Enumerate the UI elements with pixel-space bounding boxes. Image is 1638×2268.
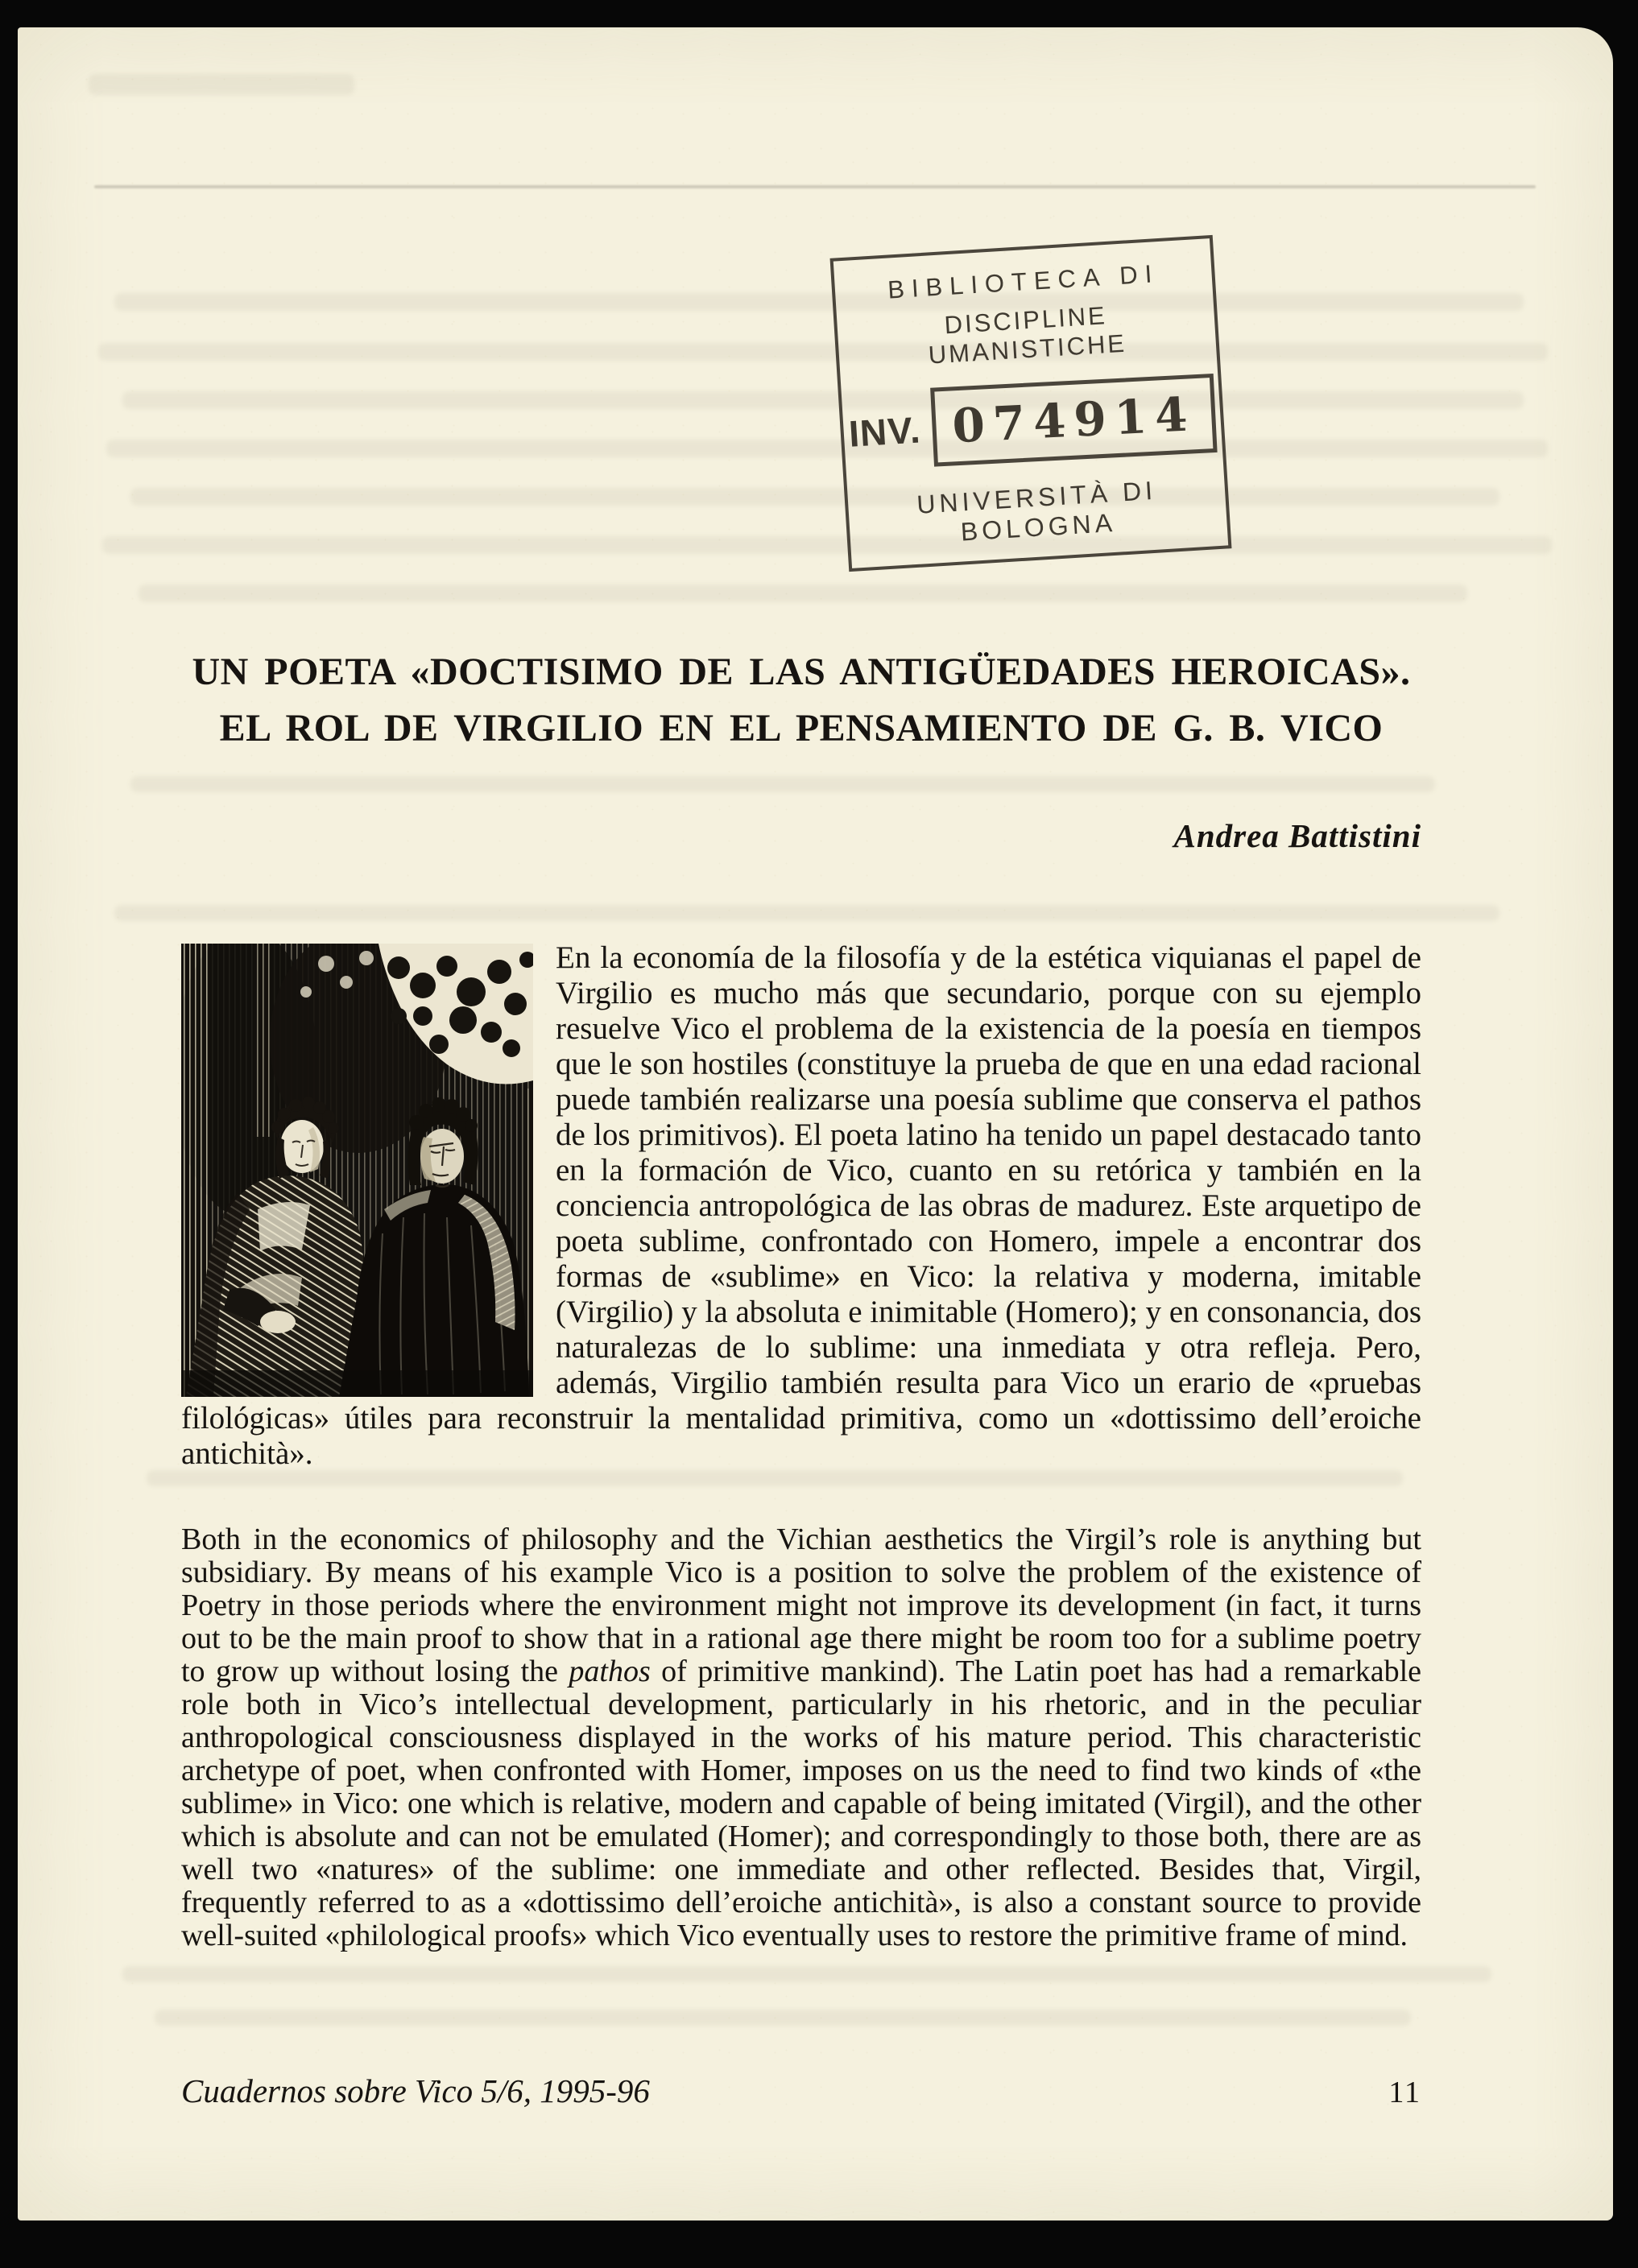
pathos-italic-word: pathos [569,1655,651,1688]
bleed-through-line [102,536,1552,554]
bleed-through-line [106,440,1548,457]
engraving-two-laureate-poets-image [181,944,533,1397]
bleed-through-rule [94,185,1536,188]
article-title [181,644,1421,757]
bleed-through-line [139,585,1467,602]
english-abstract [181,1523,1421,1952]
title-line-1: UN POETA «DOCTISIMO DE LAS ANTIGÜEDADES HEROICAS». [192,651,1411,693]
stamp-inventory-row [848,372,1216,473]
library-stamp [830,235,1232,572]
page-number: 11 [1388,2076,1421,2109]
article-content [181,644,1421,2110]
bleed-through-line [130,488,1499,506]
bleed-through-line [89,74,354,95]
engraving-figure [181,944,533,1397]
stamp-library-name-line1: BIBLIOTECA DI [887,259,1160,304]
title-line-2: EL ROL DE VIRGILIO EN EL PENSAMIENTO DE G. B. VICO [219,707,1384,750]
bleed-through-line [114,293,1524,311]
stamp-university-name: UNIVERSITÀ DI BOLOGNA [916,475,1157,547]
english-abstract-text-2: of primitive mankind). The Latin poet has had a remarkable role both in Vico’s intellectual development, particularly in his rhetoric, and in the peculiar anthropological consciousness displayed in the works of his mature period. This characteristic archetype of poet, when confronted with Homer, imposes on us the need to find two kinds of «the sublime» in Vico: one which is relative, modern and capable of being imitated (Virgil), and the other which is absolute and can not be emulated (Homer); and correspondingly to those both, there are as well two «natures» of the sublime: one immediate and other reflected. Besides that, Virgil, frequently referred to as a «dottissimo dell’eroiche antichità», is also a constant source to provide well-suited «philological proofs» which Vico eventually uses to restore the primitive frame of mind. [181,1655,1421,1952]
stamp-inventory-label: INV. [847,408,922,455]
stamp-inventory-number: 074914 [930,374,1218,467]
author-name: Andrea Battistini [1173,817,1421,854]
paper-page [18,27,1613,2220]
page-footer [181,2072,1421,2110]
journal-citation: Cuadernos sobre Vico 5/6, 1995-96 [181,2072,650,2109]
stamp-library-name-line2: DISCIPLINE UMANISTICHE [927,301,1127,370]
spanish-abstract [181,940,1421,1472]
english-abstract-text-1: Both in the economics of philosophy and the Vichian aesthetics the Virgil’s role is anything but subsidiary. By means of his example Vico is a position to solve the problem of the existence of Poetry in those periods where the environment might not improve its development (in fact, it turns out to be the main proof to show that in a rational age there might be room too for a sublime poetry to grow up without losing the [181,1522,1421,1688]
spanish-abstract-text: En la economía de la filosofía y de la estética viquianas el papel de Virgilio es mucho más que secundario, porque con su ejemplo resuelve Vico el problema de la existencia de la poesía en tiempos que le son hostiles (constituye la prueba de que en una edad racional puede también realizarse una poesía sublime que conserva el pathos de los primitivos). El poeta latino ha tenido un papel destacado tanto en la formación de Vico, cuanto en su retórica y también en la conciencia antropológica de las obras de madurez. Este arquetipo de poeta sublime, confrontado con Homero, impele a encontrar dos formas de «sublime» en Vico: la relativa y moderna, imitable (Virgilio) y la absoluta e inimitable (Homero); y en consonancia, dos naturalezas de lo sublime: una inmediata y otra refleja. Pero, además, Virgilio también resulta para Vico un erario de «pruebas filológicas» útiles para reconstruir la mentalidad primitiva, como un «dottissimo dell’eroiche antichità». [181,940,1421,1471]
bleed-through-line [122,391,1524,409]
bleed-through-line [98,343,1548,361]
